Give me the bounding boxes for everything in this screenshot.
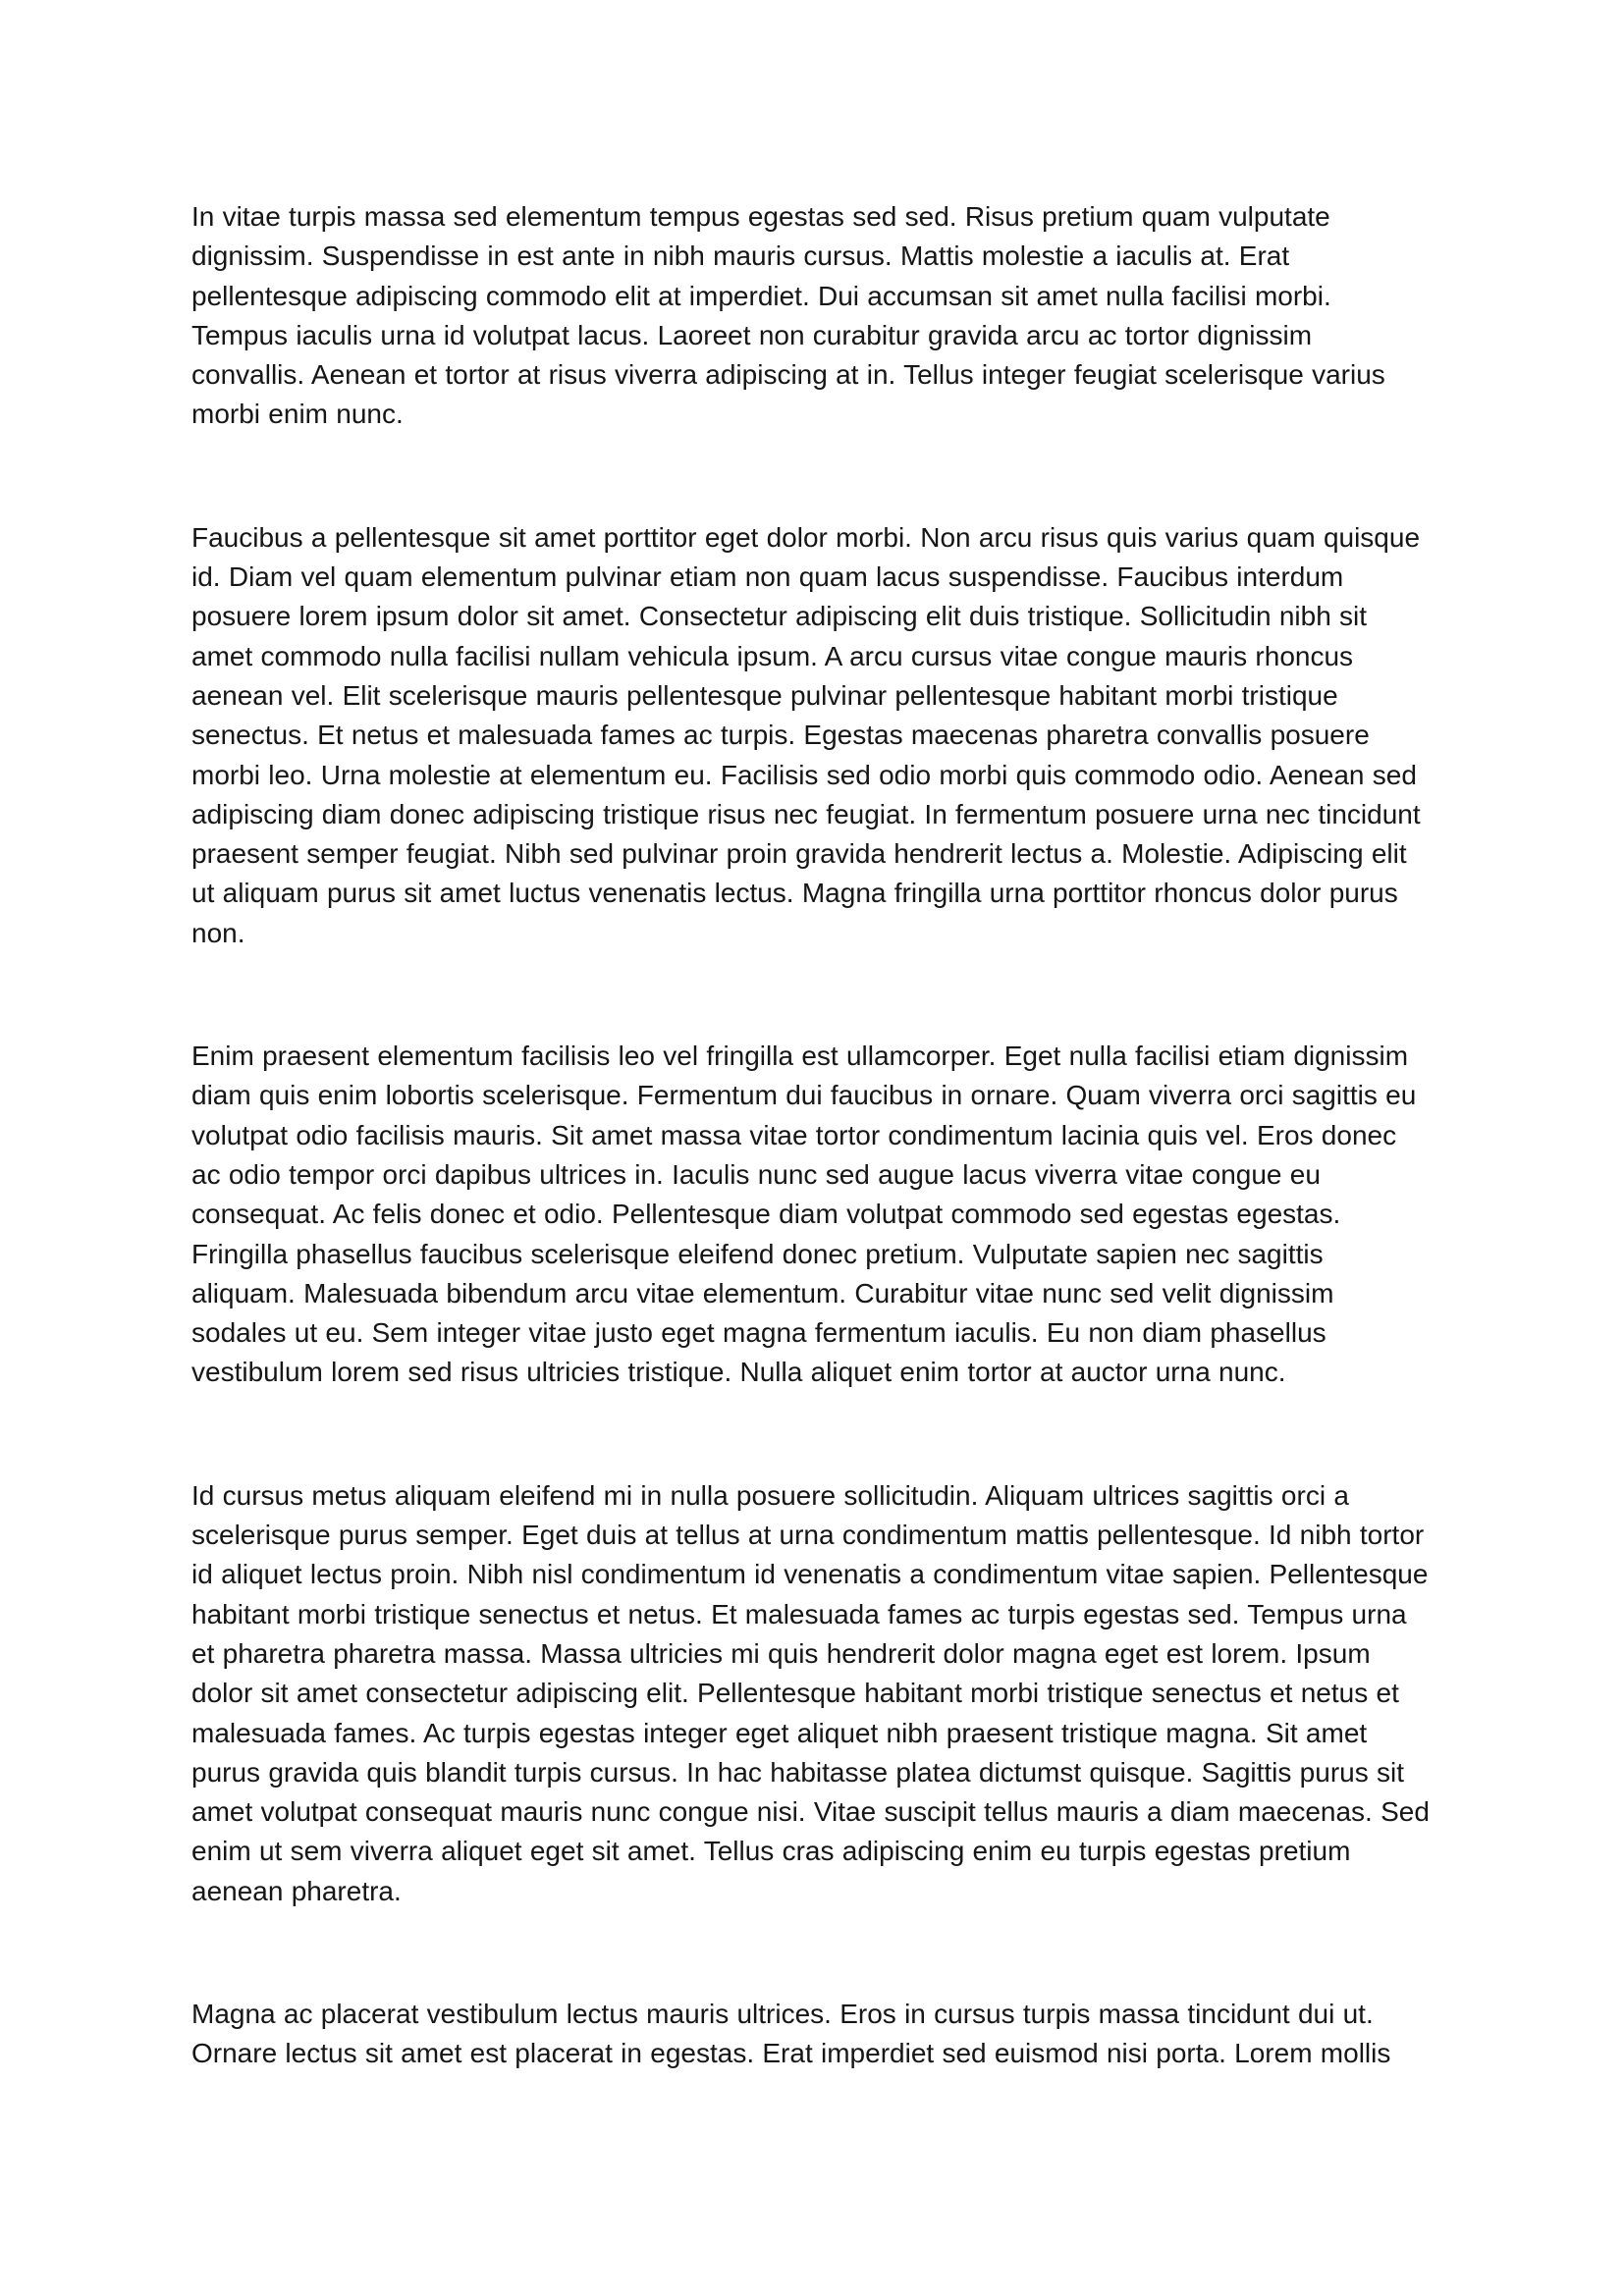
paragraph-5: Magna ac placerat vestibulum lectus mauris ultrices. Eros in cursus turpis massa tincidunt dui ut. Ornare lectus sit amet est placerat in egestas. Erat imperdiet sed euismod nisi porta. Lorem mollis [191,1998,1391,2069]
paragraph-1: In vitae turpis massa sed elementum tempus egestas sed sed. Risus pretium quam vulputate dignissim. Suspendisse in est ante in nibh mauris cursus. Mattis molestie a iaculis at. Erat pellentesque adipiscing commodo elit at imperdiet. Dui accumsan sit amet nulla facilisi morbi. Tempus iaculis urna id volutpat lacus. Laoreet non curabitur gravida arcu ac tortor dignissim convallis. Aenean et tortor at risus viverra adipiscing at in. Tellus integer feugiat scelerisque varius morbi enim nunc. [191,201,1385,430]
paragraph-3: Enim praesent elementum facilisis leo vel fringilla est ullamcorper. Eget nulla facilisi etiam dignissim diam quis enim lobortis scelerisque. Fermentum dui faucibus in ornare. Quam viverra orci sagittis eu volutpat odio facilisis mauris. Sit amet massa vitae tortor condimentum lacinia quis vel. Eros donec ac odio tempor orci dapibus ultrices in. Iaculis nunc sed augue lacus viverra vitae congue eu consequat. Ac felis donec et odio. Pellentesque diam volutpat commodo sed egestas egestas. Fringilla phasellus faucibus scelerisque eleifend donec pretium. Vulputate sapien nec sagittis aliquam. Malesuada bibendum arcu vitae elementum. Curabitur vitae nunc sed velit dignissim sodales ut eu. Sem integer vitae justo eget magna fermentum iaculis. Eu non diam phasellus vestibulum lorem sed risus ultricies tristique. Nulla aliquet enim tortor at auctor urna nunc. [191,1041,1417,1388]
paragraph-4: Id cursus metus aliquam eleifend mi in nulla posuere sollicitudin. Aliquam ultrices sagittis orci a scelerisque purus semper. Eget duis at tellus at urna condimentum mattis pellentesque. Id nibh tortor id aliquet lectus proin. Nibh nisl condimentum id venenatis a condimentum vitae sapien. Pellentesque habitant morbi tristique senectus et netus. Et malesuada fames ac turpis egestas sed. Tempus urna et pharetra pharetra massa. Massa ultricies mi quis hendrerit dolor magna eget est lorem. Ipsum dolor sit amet consectetur adipiscing elit. Pellentesque habitant morbi tristique senectus et netus et malesuada fames. Ac turpis egestas integer eget aliquet nibh praesent tristique magna. Sit amet purus gravida quis blandit turpis cursus. In hac habitasse platea dictumst quisque. Sagittis purus sit amet volutpat consequat mauris nunc congue nisi. Vitae suscipit tellus mauris a diam maecenas. Sed enim ut sem viverra aliquet eget sit amet. Tellus cras adipiscing enim eu turpis egestas pretium aenean pharetra. [191,1479,1430,1906]
paragraph-2: Faucibus a pellentesque sit amet porttitor eget dolor morbi. Non arcu risus quis varius quam quisque id. Diam vel quam elementum pulvinar etiam non quam lacus suspendisse. Faucibus interdum posuere lorem ipsum dolor sit amet. Consectetur adipiscing elit duis tristique. Sollicitudin nibh sit amet commodo nulla facilisi nullam vehicula ipsum. A arcu cursus vitae congue mauris rhoncus aenean vel. Elit scelerisque mauris pellentesque pulvinar pellentesque habitant morbi tristique senectus. Et netus et malesuada fames ac turpis. Egestas maecenas pharetra convallis posuere morbi leo. Urna molestie at elementum eu. Facilisis sed odio morbi quis commodo odio. Aenean sed adipiscing diam donec adipiscing tristique risus nec feugiat. In fermentum posuere urna nec tincidunt praesent semper feugiat. Nibh sed pulvinar proin gravida hendrerit lectus a. Molestie. Adipiscing elit ut aliquam purus sit amet luctus venenatis lectus. Magna fringilla urna porttitor rhoncus dolor purus non. [191,521,1421,948]
